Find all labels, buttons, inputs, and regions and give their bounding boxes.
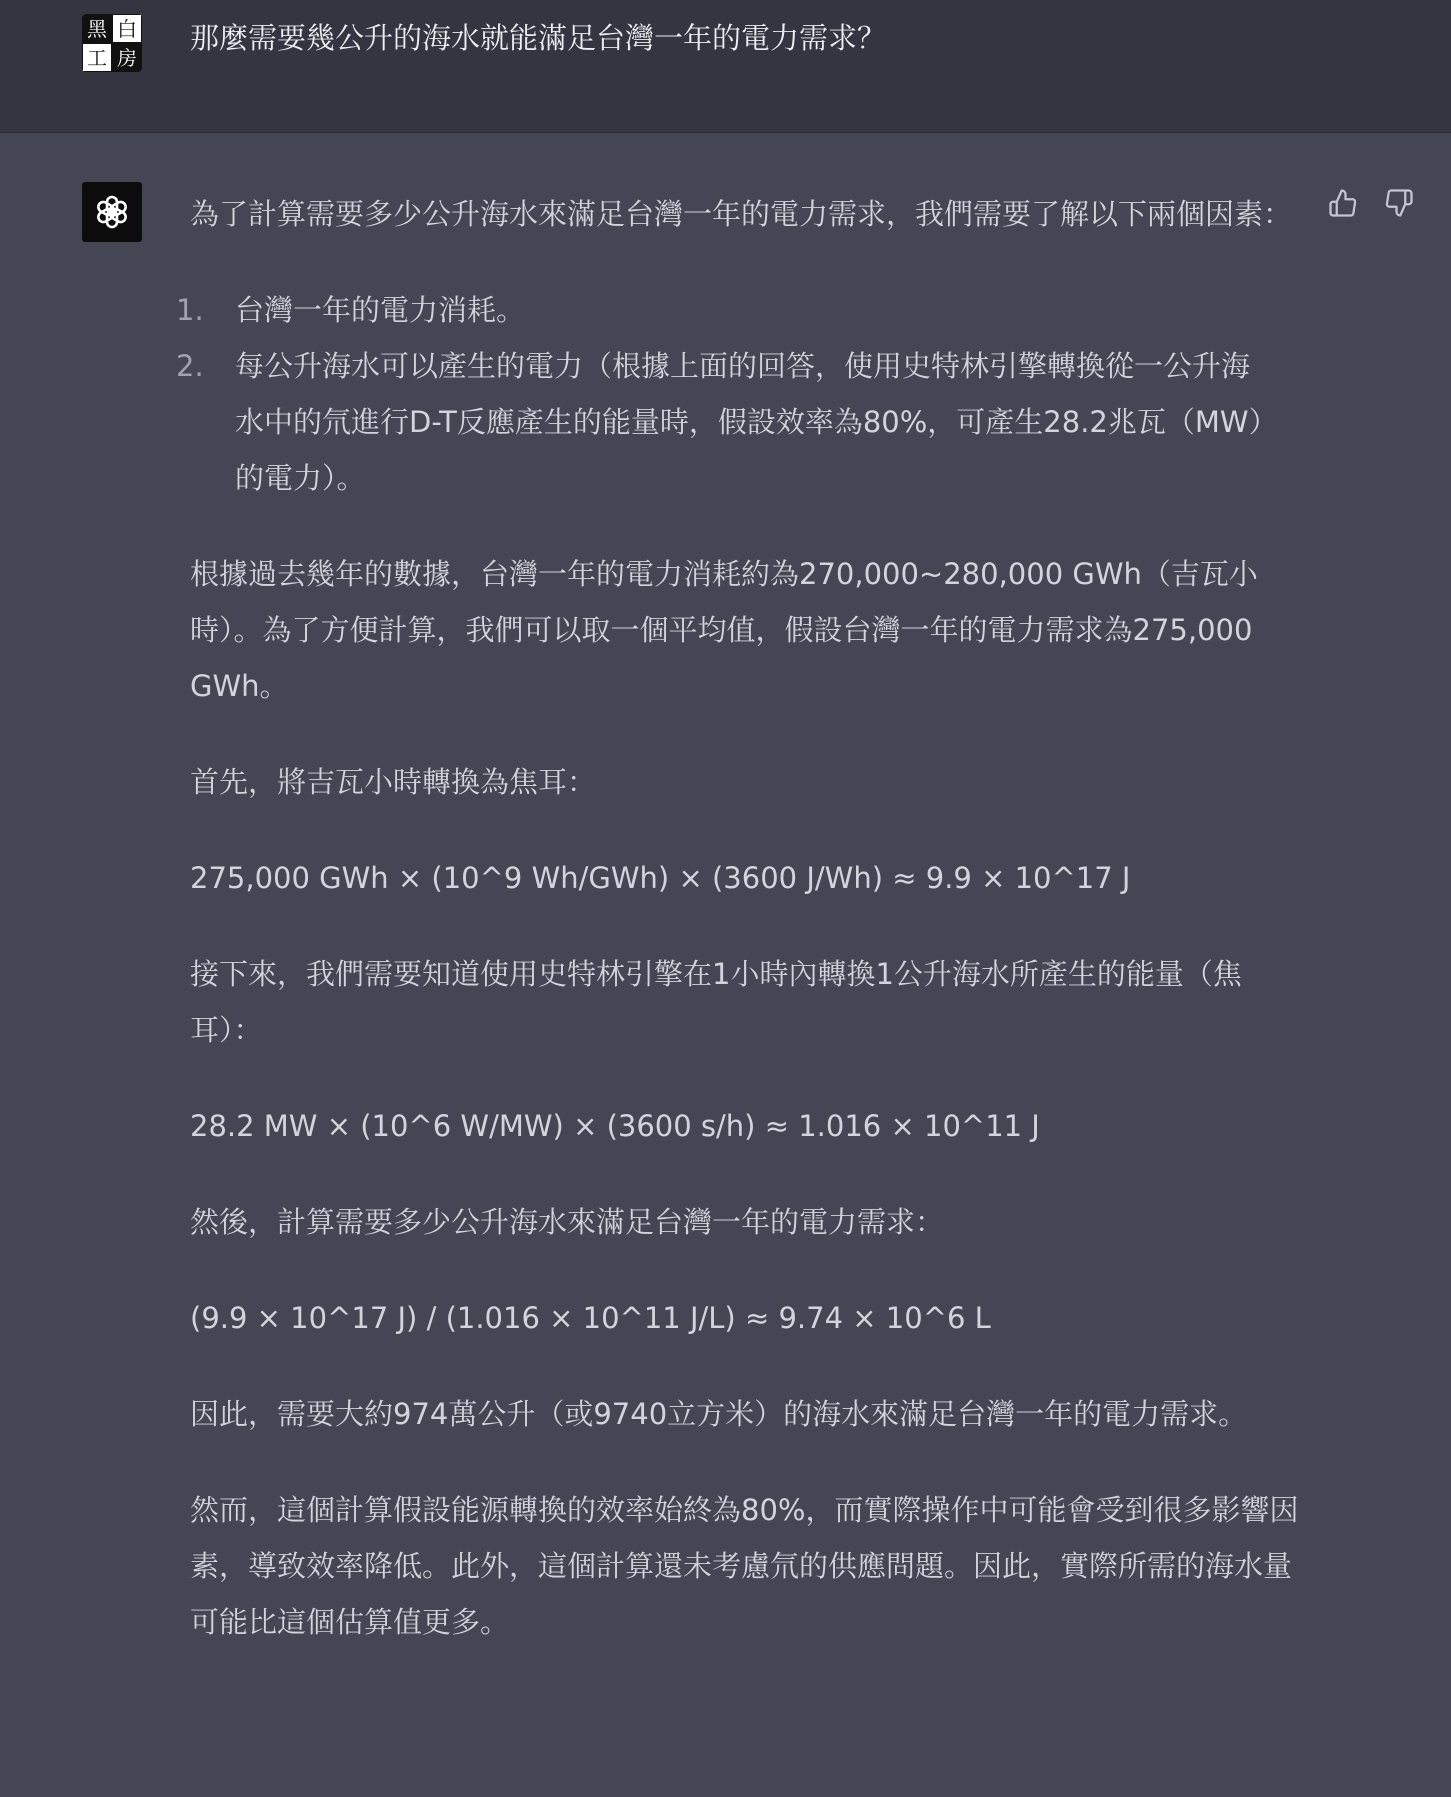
first-step-paragraph: 首先，將吉瓦小時轉換為焦耳：	[190, 765, 597, 799]
thumbs-down-icon	[1384, 188, 1414, 218]
avatar-char: 白	[112, 14, 142, 43]
assistant-message	[176, 186, 1310, 1690]
next-step-paragraph: 接下來，我們需要知道使用史特林引擎在1小時內轉換1公升海水所產生的能量（焦耳）：	[190, 957, 1242, 1047]
consumption-paragraph: 根據過去幾年的數據，台灣一年的電力消耗約為270,000~280,000 GWh（吉瓦小時）。為了方便計算，我們可以取一個平均值，假設台灣一年的電力需求為275,000 GWh。	[190, 557, 1258, 703]
however-paragraph: 然而，這個計算假設能源轉換的效率始終為80%，而實際操作中可能會受到很多影響因素，導致效率降低。此外，這個計算還未考慮氘的供應問題。因此，實際所需的海水量可能比這個估算值更多。	[190, 1493, 1299, 1639]
user-message-row	[0, 0, 1451, 133]
user-avatar	[82, 14, 142, 72]
thumbs-up-icon	[1328, 188, 1358, 218]
avatar-char: 房	[112, 43, 142, 72]
feedback-buttons	[1326, 186, 1416, 220]
list-item-text: 台灣一年的電力消耗。	[235, 293, 526, 327]
thumbs-up-button[interactable]	[1326, 186, 1360, 220]
factor-list	[176, 282, 1310, 506]
list-number: 1.	[176, 293, 204, 327]
avatar-char: 黑	[82, 14, 112, 43]
user-message-text: 那麼需要幾公升的海水就能滿足台灣一年的電力需求？	[190, 21, 887, 55]
intro-paragraph: 為了計算需要多少公升海水來滿足台灣一年的電力需求，我們需要了解以下兩個因素：	[190, 197, 1293, 231]
list-number: 2.	[176, 349, 204, 383]
therefore-paragraph: 因此，需要大約974萬公升（或9740立方米）的海水來滿足台灣一年的電力需求。	[190, 1397, 1248, 1431]
list-item	[176, 282, 1310, 338]
equation-2: 28.2 MW × (10^6 W/MW) × (3600 s/h) ≈ 1.016 × 10^11 J	[190, 1109, 1040, 1143]
then-paragraph: 然後，計算需要多少公升海水來滿足台灣一年的電力需求：	[190, 1205, 945, 1239]
list-item-text: 每公升海水可以產生的電力（根據上面的回答，使用史特林引擎轉換從一公升海水中的氘進行D-T反應產生的能量時，假設效率為80%，可產生28.2兆瓦（MW）的電力）。	[235, 349, 1264, 495]
thumbs-down-button[interactable]	[1382, 186, 1416, 220]
avatar-char: 工	[82, 43, 112, 72]
equation-3: (9.9 × 10^17 J) / (1.016 × 10^11 J/L) ≈ 9.74 × 10^6 L	[190, 1301, 991, 1335]
equation-1: 275,000 GWh × (10^9 Wh/GWh) × (3600 J/Wh) ≈ 9.9 × 10^17 J	[190, 861, 1131, 895]
list-item	[176, 338, 1275, 506]
assistant-avatar	[82, 182, 142, 242]
openai-logo-icon	[91, 191, 133, 233]
